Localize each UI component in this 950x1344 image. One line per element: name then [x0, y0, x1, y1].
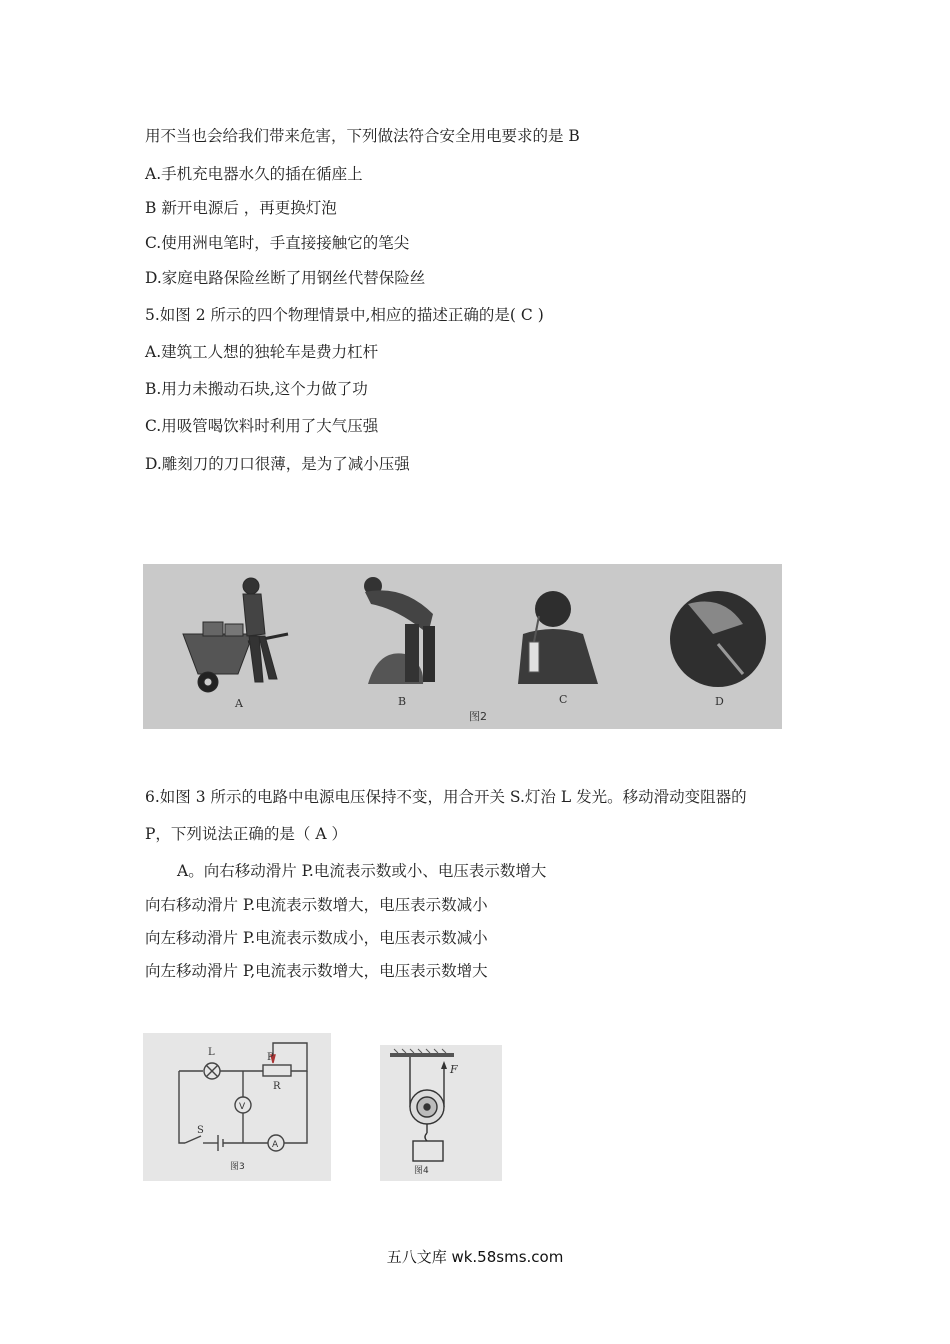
- q6-option-b: 向右移动滑片 P.电流表示数增大，电压表示数减小: [145, 896, 488, 914]
- footer-watermark: 五八文库 wk.58sms.com: [386, 1248, 564, 1266]
- figure-3-switch-label: S: [197, 1125, 204, 1136]
- figure-2-label-a: A: [235, 697, 243, 710]
- q5-option-d: D.雕刻刀的刀口很薄，是为了减小压强: [145, 455, 410, 473]
- q4-option-b: B 新开电源后 ，再更换灯泡: [145, 199, 337, 217]
- figure-2-carving-knife-illustration: [670, 591, 766, 687]
- q4-option-c: C.使用洲电笔时，手直接接触它的笔尖: [145, 234, 410, 252]
- figure-2-label-c: C: [559, 693, 568, 706]
- figure-4-force-label: F: [450, 1063, 458, 1076]
- figure-3-slider-label: P: [267, 1052, 274, 1063]
- q5-option-a: A.建筑工人想的独轮车是费力杠杆: [145, 343, 379, 361]
- figure-4-caption: 图4: [414, 1166, 429, 1176]
- q5-option-c: C.用吸管喝饮料时利用了大气压强: [145, 417, 379, 435]
- figure-4-pulley: [380, 1045, 502, 1181]
- q4-option-a: A.手机充电器水久的插在循座上: [145, 165, 363, 183]
- q6-option-c: 向左移动滑片 P.电流表示数成小，电压表示数减小: [145, 929, 488, 947]
- figure-2-label-d: D: [715, 695, 724, 708]
- figure-2-caption: 图2: [469, 710, 487, 723]
- figure-3-circuit: [143, 1033, 331, 1181]
- figure-3-caption: 图3: [230, 1162, 245, 1172]
- q4-option-d: D.家庭电路保险丝断了用钢丝代替保险丝: [145, 269, 426, 287]
- figure-3-ammeter-label: A: [272, 1140, 279, 1150]
- q6-stem-line-2: P，下列说法正确的是（ A ）: [145, 825, 347, 843]
- q6-stem-line-1: 6.如图 3 所示的电路中电源电压保持不变，用合开关 S.灯治 L 发光。移动滑动变阻器的: [145, 788, 747, 806]
- figure-2-label-b: B: [398, 695, 407, 708]
- q6-option-a: A。向右移动滑片 P.电流表示数或小、电压表示数增大: [177, 862, 547, 880]
- q6-option-d: 向左移动滑片 P,电流表示数增大，电压表示数增大: [145, 962, 488, 980]
- q4-stem: 用不当也会给我们带来危害，下列做法符合安全用电要求的是 B: [145, 127, 580, 145]
- figure-3-voltmeter-label: V: [239, 1102, 246, 1112]
- q5-option-b: B.用力未搬动石块,这个力做了功: [145, 380, 368, 398]
- q5-stem: 5.如图 2 所示的四个物理情景中,相应的描述正确的是( C ): [145, 306, 544, 324]
- figure-3-resistor-label: R: [273, 1081, 281, 1092]
- figure-2: [143, 564, 782, 729]
- figure-3-lamp-label: L: [208, 1047, 215, 1058]
